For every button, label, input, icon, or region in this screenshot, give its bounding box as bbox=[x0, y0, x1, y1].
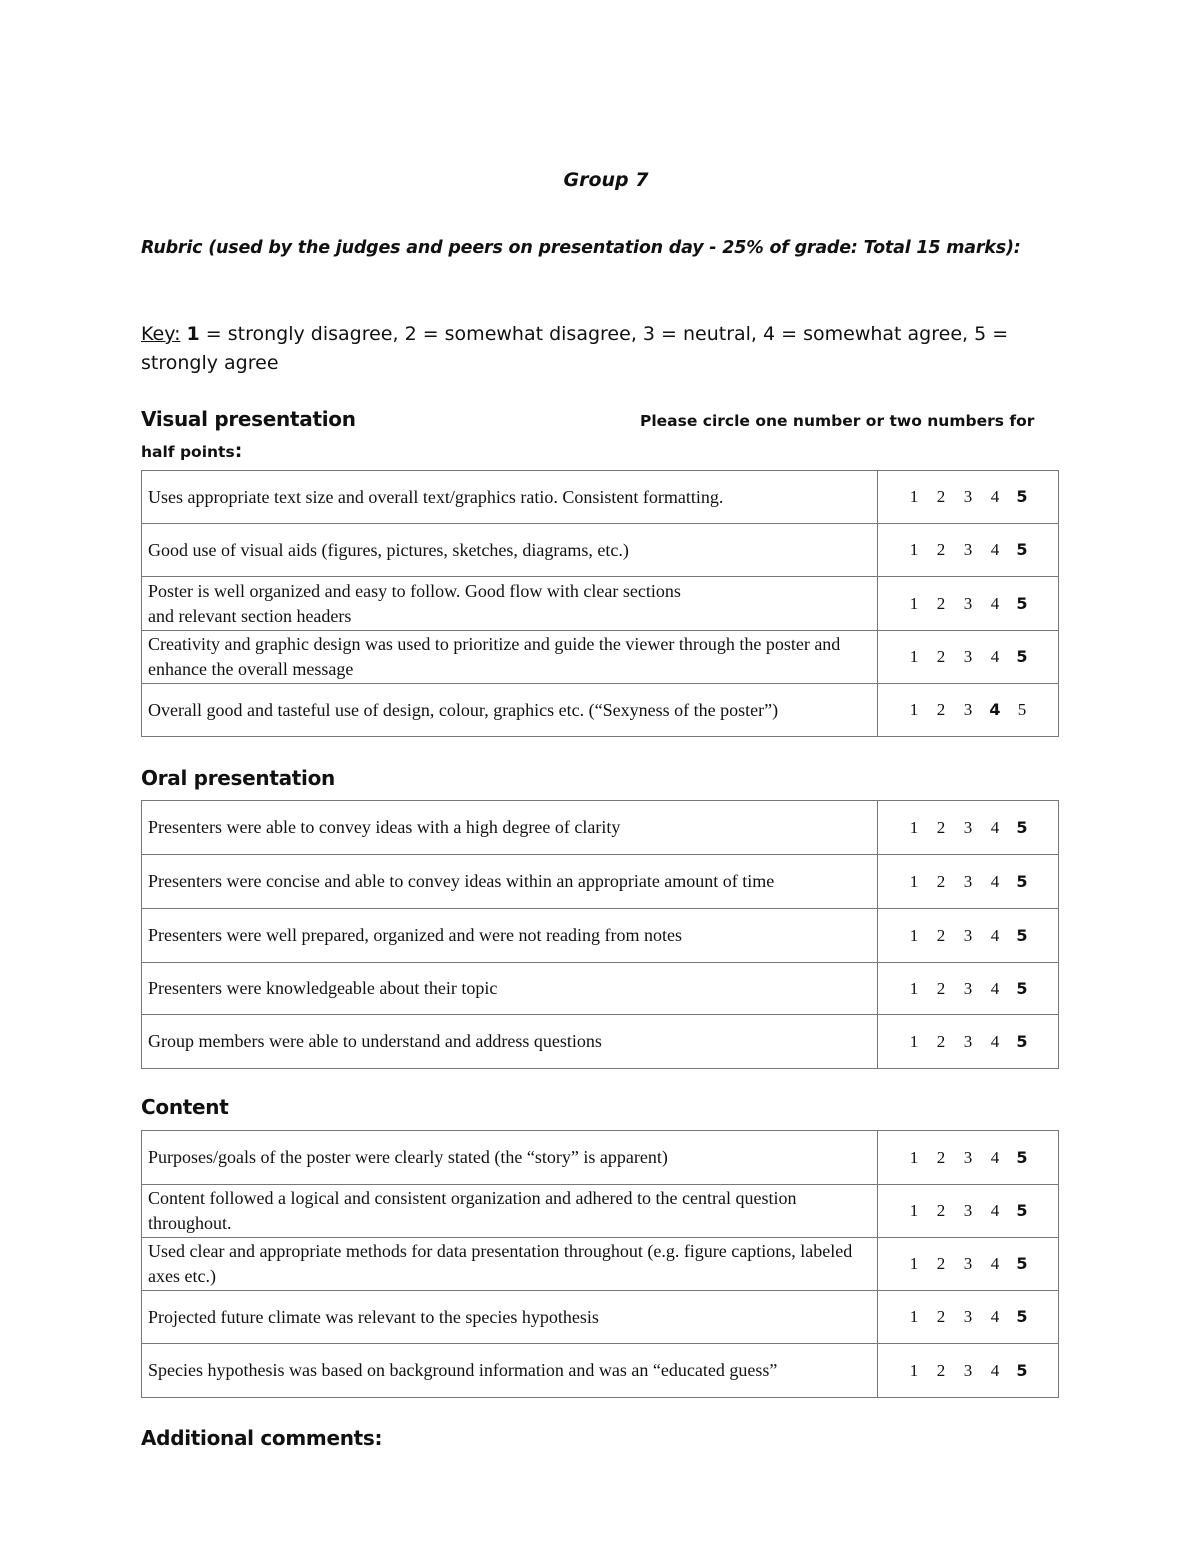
rating-option-4[interactable]: 4 bbox=[990, 1031, 1000, 1051]
rating-scale bbox=[878, 471, 1059, 524]
rating-option-2[interactable]: 2 bbox=[936, 1147, 946, 1167]
rating-scale bbox=[878, 1185, 1059, 1238]
rating-option-4[interactable]: 4 bbox=[990, 593, 1000, 613]
rating-option-2[interactable]: 2 bbox=[936, 925, 946, 945]
rating-option-3[interactable]: 3 bbox=[963, 647, 973, 666]
criterion-text: Good use of visual aids (figures, pictures, sketches, diagrams, etc.) bbox=[142, 524, 878, 577]
rating-option-1[interactable]: 1 bbox=[909, 1307, 919, 1326]
rating-scale bbox=[878, 684, 1059, 737]
rating-option-2[interactable]: 2 bbox=[936, 700, 946, 719]
rating-option-1[interactable]: 1 bbox=[909, 817, 919, 837]
rating-option-2[interactable]: 2 bbox=[936, 593, 946, 613]
section-heading-visual: Visual presentation bbox=[141, 407, 356, 431]
rating-scale bbox=[878, 1131, 1059, 1185]
rating-scale bbox=[878, 855, 1059, 909]
criterion-text: Overall good and tasteful use of design, colour, graphics etc. (“Sexyness of the poster”) bbox=[142, 684, 878, 737]
table-row bbox=[142, 471, 1059, 524]
table-row bbox=[142, 684, 1059, 737]
rubric-description: Rubric (used by the judges and peers on presentation day - 25% of grade: Total 15 marks): bbox=[141, 238, 1021, 258]
section-heading-content: Content bbox=[141, 1095, 229, 1119]
rating-scale bbox=[878, 801, 1059, 855]
additional-comments-heading: Additional comments: bbox=[141, 1426, 383, 1450]
table-row bbox=[142, 855, 1059, 909]
rating-option-3[interactable]: 3 bbox=[963, 1201, 973, 1220]
rating-option-1[interactable]: 1 bbox=[909, 540, 919, 559]
rating-option-2[interactable]: 2 bbox=[936, 540, 946, 559]
criterion-text: Projected future climate was relevant to the species hypothesis bbox=[142, 1291, 878, 1344]
table-row bbox=[142, 801, 1059, 855]
rating-scale bbox=[878, 577, 1059, 631]
rating-option-1[interactable]: 1 bbox=[909, 1031, 919, 1051]
rating-scale bbox=[878, 1015, 1059, 1069]
rating-option-1[interactable]: 1 bbox=[909, 487, 919, 506]
table-row bbox=[142, 1131, 1059, 1185]
rating-option-1[interactable]: 1 bbox=[909, 1201, 919, 1220]
rating-option-2[interactable]: 2 bbox=[936, 1307, 946, 1326]
rating-option-4[interactable]: 4 bbox=[990, 1201, 1000, 1220]
criterion-text: Presenters were able to convey ideas with a high degree of clarity bbox=[142, 801, 878, 855]
rating-option-5[interactable]: 5 bbox=[1016, 1360, 1028, 1380]
rating-option-5[interactable]: 5 bbox=[1017, 700, 1027, 719]
rating-option-1[interactable]: 1 bbox=[909, 647, 919, 666]
rating-option-5[interactable]: 5 bbox=[1016, 1201, 1028, 1220]
rating-option-5[interactable]: 5 bbox=[1016, 487, 1028, 506]
criterion-text: Uses appropriate text size and overall text/graphics ratio. Consistent formatting. bbox=[142, 471, 878, 524]
table-row bbox=[142, 963, 1059, 1015]
rating-option-1[interactable]: 1 bbox=[909, 1147, 919, 1167]
rating-scale bbox=[878, 1238, 1059, 1291]
rating-option-1[interactable]: 1 bbox=[909, 1254, 919, 1273]
rating-option-2[interactable]: 2 bbox=[936, 1201, 946, 1220]
rating-scale bbox=[878, 963, 1059, 1015]
rating-option-5[interactable]: 5 bbox=[1016, 1254, 1028, 1273]
criterion-text: Presenters were concise and able to convey ideas within an appropriate amount of time bbox=[142, 855, 878, 909]
key-legend bbox=[141, 320, 1071, 378]
rating-scale bbox=[878, 631, 1059, 684]
rating-option-1[interactable]: 1 bbox=[909, 700, 919, 719]
key-one: 1 bbox=[186, 323, 200, 345]
rating-option-4[interactable]: 4 bbox=[990, 978, 1000, 998]
table-row bbox=[142, 577, 1059, 631]
rating-option-5[interactable]: 5 bbox=[1016, 925, 1028, 945]
rating-option-4[interactable]: 4 bbox=[990, 647, 1000, 666]
rating-scale bbox=[878, 1344, 1059, 1398]
rating-option-4[interactable]: 4 bbox=[990, 925, 1000, 945]
rating-option-4[interactable]: 4 bbox=[990, 1254, 1000, 1273]
rating-option-3[interactable]: 3 bbox=[963, 978, 973, 998]
rating-option-3[interactable]: 3 bbox=[963, 1147, 973, 1167]
rating-option-5[interactable]: 5 bbox=[1016, 817, 1028, 837]
criterion-text: Content followed a logical and consistent organization and adhered to the central question throughout. bbox=[142, 1185, 878, 1238]
rating-option-4[interactable]: 4 bbox=[990, 871, 1000, 891]
table-row bbox=[142, 631, 1059, 684]
table-row bbox=[142, 1291, 1059, 1344]
criterion-text: Presenters were well prepared, organized and were not reading from notes bbox=[142, 909, 878, 963]
table-row bbox=[142, 1185, 1059, 1238]
table-row bbox=[142, 1015, 1059, 1069]
rating-option-4[interactable]: 4 bbox=[990, 1147, 1000, 1167]
rating-option-2[interactable]: 2 bbox=[936, 978, 946, 998]
rating-option-5[interactable]: 5 bbox=[1016, 978, 1028, 998]
rating-option-5[interactable]: 5 bbox=[1016, 1147, 1028, 1167]
rating-option-4[interactable]: 4 bbox=[990, 1360, 1000, 1380]
instruction-colon: : bbox=[234, 440, 243, 462]
rating-option-2[interactable]: 2 bbox=[936, 647, 946, 666]
rating-option-2[interactable]: 2 bbox=[936, 1254, 946, 1273]
rating-option-3[interactable]: 3 bbox=[963, 871, 973, 891]
rating-option-4[interactable]: 4 bbox=[990, 487, 1000, 506]
rating-scale bbox=[878, 524, 1059, 577]
criterion-text: Used clear and appropriate methods for data presentation throughout (e.g. figure captions, labeled axes etc.) bbox=[142, 1238, 878, 1291]
criterion-text: Purposes/goals of the poster were clearly stated (the “story” is apparent) bbox=[142, 1131, 878, 1185]
rating-option-4[interactable]: 4 bbox=[989, 700, 1001, 719]
rating-option-3[interactable]: 3 bbox=[963, 700, 973, 719]
rating-option-2[interactable]: 2 bbox=[936, 871, 946, 891]
rating-option-5[interactable]: 5 bbox=[1016, 593, 1028, 613]
content-table bbox=[141, 1130, 1059, 1398]
rating-option-5[interactable]: 5 bbox=[1016, 1307, 1028, 1326]
rating-option-2[interactable]: 2 bbox=[936, 817, 946, 837]
rating-option-5[interactable]: 5 bbox=[1016, 540, 1028, 559]
rating-scale bbox=[878, 909, 1059, 963]
rating-option-3[interactable]: 3 bbox=[963, 1254, 973, 1273]
table-row bbox=[142, 1238, 1059, 1291]
table-row bbox=[142, 1344, 1059, 1398]
table-row bbox=[142, 909, 1059, 963]
table-row bbox=[142, 524, 1059, 577]
rating-option-3[interactable]: 3 bbox=[963, 540, 973, 559]
instruction-cont-text: half points bbox=[141, 443, 235, 461]
criterion-text: Poster is well organized and easy to follow. Good flow with clear sections and relevant section headers bbox=[142, 577, 878, 631]
visual-table bbox=[141, 470, 1059, 737]
section-heading-oral: Oral presentation bbox=[141, 766, 335, 790]
criterion-text: Species hypothesis was based on background information and was an “educated guess” bbox=[142, 1344, 878, 1398]
rating-option-4[interactable]: 4 bbox=[990, 817, 1000, 837]
rating-option-5[interactable]: 5 bbox=[1016, 647, 1028, 666]
key-text: = strongly disagree, 2 = somewhat disagree, 3 = neutral, 4 = somewhat agree, 5 = strongly agree bbox=[141, 323, 1009, 374]
rating-option-2[interactable]: 2 bbox=[936, 1031, 946, 1051]
rating-option-4[interactable]: 4 bbox=[990, 540, 1000, 559]
rating-scale bbox=[878, 1291, 1059, 1344]
rating-option-2[interactable]: 2 bbox=[936, 487, 946, 506]
rating-option-2[interactable]: 2 bbox=[936, 1360, 946, 1380]
rating-option-1[interactable]: 1 bbox=[909, 1360, 919, 1380]
rating-option-1[interactable]: 1 bbox=[909, 593, 919, 613]
rating-option-1[interactable]: 1 bbox=[909, 871, 919, 891]
criterion-text: Group members were able to understand and address questions bbox=[142, 1015, 878, 1069]
rating-option-3[interactable]: 3 bbox=[963, 487, 973, 506]
rating-option-5[interactable]: 5 bbox=[1016, 1031, 1028, 1051]
oral-table bbox=[141, 800, 1059, 1069]
rating-option-5[interactable]: 5 bbox=[1016, 871, 1028, 891]
key-label: Key: bbox=[141, 323, 181, 345]
criterion-text: Presenters were knowledgeable about their topic bbox=[142, 963, 878, 1015]
rating-option-1[interactable]: 1 bbox=[909, 925, 919, 945]
rating-option-3[interactable]: 3 bbox=[963, 925, 973, 945]
rating-option-3[interactable]: 3 bbox=[963, 593, 973, 613]
rating-option-3[interactable]: 3 bbox=[963, 1307, 973, 1326]
rating-option-4[interactable]: 4 bbox=[990, 1307, 1000, 1326]
rating-option-3[interactable]: 3 bbox=[963, 1360, 973, 1380]
circle-instruction-cont bbox=[141, 440, 242, 462]
circle-instruction: Please circle one number or two numbers for bbox=[640, 412, 1035, 430]
rating-option-3[interactable]: 3 bbox=[963, 817, 973, 837]
rating-option-1[interactable]: 1 bbox=[909, 978, 919, 998]
rating-option-3[interactable]: 3 bbox=[963, 1031, 973, 1051]
page-title: Group 7 bbox=[563, 169, 649, 191]
criterion-text: Creativity and graphic design was used to prioritize and guide the viewer through the poster and enhance the overall message bbox=[142, 631, 878, 684]
